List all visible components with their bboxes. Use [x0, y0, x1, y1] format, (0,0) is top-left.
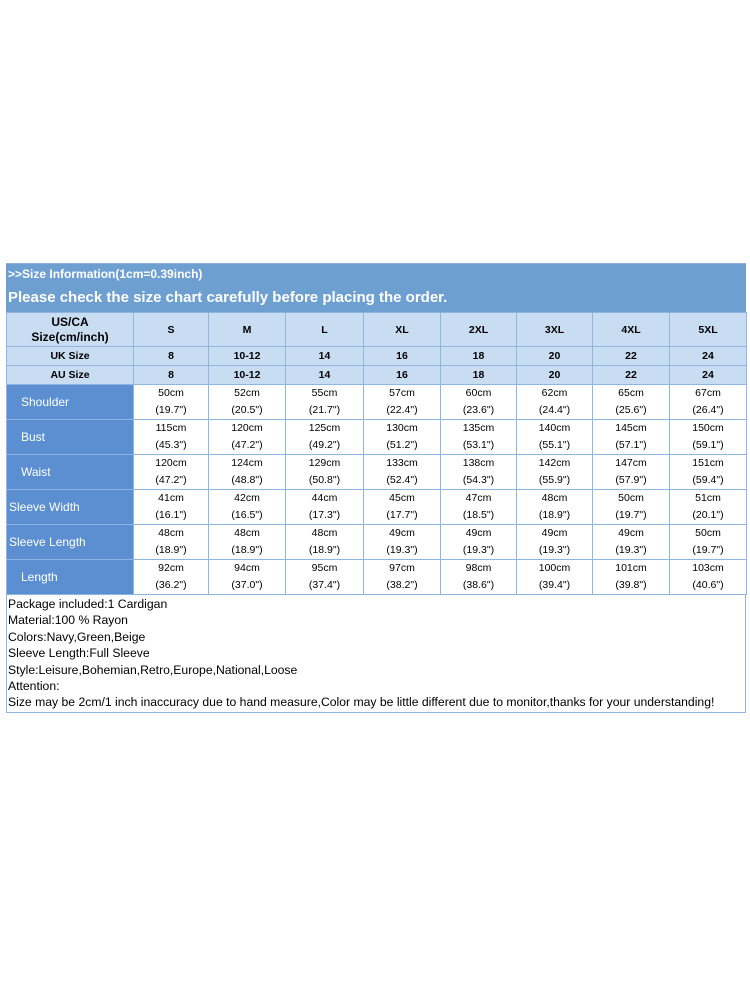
measurement-cell — [209, 525, 286, 560]
measurement-cell — [441, 420, 517, 455]
us-size-cell: M — [209, 313, 286, 347]
measurement-cell — [593, 560, 670, 595]
cm-value: 140cm — [538, 422, 571, 434]
measurement-cell — [517, 490, 593, 525]
measurement-cell — [286, 455, 364, 490]
inch-value: (21.7") — [308, 404, 341, 416]
au-size-cell: 10-12 — [209, 366, 286, 385]
inch-value: (39.8") — [615, 579, 647, 591]
inch-value: (45.3") — [155, 439, 187, 451]
cm-value: 67cm — [695, 387, 721, 399]
inch-value: (25.6") — [615, 404, 647, 416]
inch-value: (19.3") — [615, 544, 647, 556]
us-size-cell: 3XL — [517, 313, 593, 347]
au-size-cell: 24 — [670, 366, 747, 385]
cm-value: 50cm — [618, 492, 644, 504]
us-size-cell: 5XL — [670, 313, 747, 347]
us-size-cell: XL — [364, 313, 441, 347]
cm-value: 129cm — [308, 457, 341, 469]
inch-value: (53.1") — [462, 439, 495, 451]
inch-value: (39.4") — [538, 579, 571, 591]
cm-value: 94cm — [234, 562, 260, 574]
measurement-cell — [364, 490, 441, 525]
measurement-label: Bust — [7, 420, 134, 455]
measurement-cell — [364, 560, 441, 595]
cm-value: 133cm — [386, 457, 418, 469]
measurement-cell — [670, 490, 747, 525]
inch-value: (19.3") — [538, 544, 571, 556]
cm-value: 120cm — [155, 457, 187, 469]
cm-value: 92cm — [158, 562, 184, 574]
cm-value: 150cm — [692, 422, 724, 434]
measurement-cell — [286, 420, 364, 455]
measurement-row — [7, 455, 747, 490]
au-size-cell: 16 — [364, 366, 441, 385]
cm-value: 115cm — [155, 422, 187, 434]
cm-value: 97cm — [389, 562, 415, 574]
cm-value: 124cm — [231, 457, 263, 469]
measurement-cell — [517, 560, 593, 595]
inch-value: (47.2") — [155, 474, 187, 486]
au-size-cell: 20 — [517, 366, 593, 385]
inch-value: (18.5") — [462, 509, 495, 521]
cm-value: 125cm — [308, 422, 341, 434]
note-package: Package included:1 Cardigan — [8, 597, 168, 611]
measurement-cell — [670, 455, 747, 490]
measurement-cell — [441, 560, 517, 595]
inch-value: (37.4") — [308, 579, 341, 591]
cm-value: 130cm — [386, 422, 418, 434]
measurement-cell — [593, 420, 670, 455]
cm-value: 48cm — [158, 527, 184, 539]
us-size-cell: 4XL — [593, 313, 670, 347]
inch-value: (19.7") — [155, 404, 187, 416]
note-material: Material:100 % Rayon — [8, 613, 128, 628]
inch-value: (36.2") — [155, 579, 187, 591]
note-attention: Attention: — [8, 678, 60, 693]
cm-value: 57cm — [389, 387, 415, 399]
cm-value: 50cm — [158, 387, 184, 399]
inch-value: (38.6") — [462, 579, 495, 591]
au-size-cell: 8 — [134, 366, 209, 385]
measurement-label: Sleeve Length — [7, 525, 134, 560]
uk-size-cell: 22 — [593, 347, 670, 366]
measurement-cell — [286, 560, 364, 595]
inch-value: (18.9") — [155, 544, 187, 556]
cm-value: 51cm — [695, 492, 721, 504]
cm-value: 138cm — [462, 457, 495, 469]
inch-value: (19.3") — [386, 544, 418, 556]
uk-size-cell: 14 — [286, 347, 364, 366]
note-disclaimer: Size may be 2cm/1 inch inaccuracy due to hand measure,Color may be little different due to monitor,thanks for your understanding! — [8, 695, 715, 710]
measurement-cell — [670, 385, 747, 420]
measurement-cell — [670, 420, 747, 455]
cm-value: 95cm — [311, 562, 338, 574]
note-style: Style:Leisure,Bohemian,Retro,Europe,National,Loose — [8, 662, 298, 677]
size-table — [6, 312, 747, 595]
cm-value: 65cm — [618, 387, 644, 399]
inch-value: (49.2") — [308, 439, 341, 451]
au-size-cell: 18 — [441, 366, 517, 385]
measurement-cell — [670, 525, 747, 560]
inch-value: (47.2") — [231, 439, 263, 451]
measurement-cell — [134, 560, 209, 595]
measurement-cell — [209, 420, 286, 455]
inch-value: (16.1") — [155, 509, 187, 521]
measurement-label: Sleeve Width — [7, 490, 134, 525]
au-size-cell: 22 — [593, 366, 670, 385]
measurement-label: Length — [7, 560, 134, 595]
cm-value: 142cm — [538, 457, 571, 469]
inch-value: (48.8") — [231, 474, 263, 486]
measurement-cell — [209, 490, 286, 525]
cm-value: 49cm — [541, 527, 568, 539]
measurement-cell — [364, 420, 441, 455]
cm-value: 103cm — [692, 562, 724, 574]
uk-size-row — [7, 347, 747, 366]
inch-value: (23.6") — [462, 404, 495, 416]
inch-value: (59.4") — [692, 474, 724, 486]
inch-value: (19.3") — [462, 544, 495, 556]
measurement-cell — [593, 490, 670, 525]
measurement-cell — [517, 455, 593, 490]
measurement-cell — [441, 490, 517, 525]
measurement-cell — [286, 490, 364, 525]
note-colors: Colors:Navy,Green,Beige — [8, 629, 146, 644]
inch-value: (19.7") — [615, 509, 647, 521]
cm-value: 47cm — [465, 492, 492, 504]
cm-value: 151cm — [692, 457, 724, 469]
inch-value: (22.4") — [386, 404, 418, 416]
cm-value: 120cm — [231, 422, 263, 434]
cm-value: 48cm — [541, 492, 568, 504]
au-size-row — [7, 366, 747, 385]
cm-value: 60cm — [465, 387, 492, 399]
product-notes — [6, 595, 746, 713]
measurement-cell — [593, 525, 670, 560]
us-size-row — [7, 313, 747, 347]
uk-size-cell: 10-12 — [209, 347, 286, 366]
measurement-cell — [286, 385, 364, 420]
uk-size-cell: 24 — [670, 347, 747, 366]
inch-value: (17.3") — [308, 509, 341, 521]
inch-value: (18.9") — [538, 509, 571, 521]
measurement-cell — [134, 420, 209, 455]
cm-value: 44cm — [311, 492, 338, 504]
us-size-cell: 2XL — [441, 313, 517, 347]
cm-value: 135cm — [462, 422, 495, 434]
measurement-rows — [7, 385, 747, 595]
inch-value: (18.9") — [231, 544, 263, 556]
measurement-row — [7, 490, 747, 525]
uk-size-cell: 8 — [134, 347, 209, 366]
us-ca-label-line1: US/CA — [51, 314, 89, 329]
measurement-cell — [209, 385, 286, 420]
measurement-row — [7, 385, 747, 420]
uk-size-cell: 20 — [517, 347, 593, 366]
measurement-cell — [134, 455, 209, 490]
measurement-row — [7, 560, 747, 595]
cm-value: 55cm — [311, 387, 338, 399]
cm-value: 98cm — [465, 562, 492, 574]
cm-value: 101cm — [615, 562, 647, 574]
cm-value: 49cm — [618, 527, 644, 539]
au-size-label: AU Size — [7, 366, 134, 385]
measurement-label: Shoulder — [7, 385, 134, 420]
us-size-cell: S — [134, 313, 209, 347]
measurement-cell — [441, 525, 517, 560]
measurement-cell — [670, 560, 747, 595]
cm-value: 62cm — [541, 387, 568, 399]
inch-value: (55.1") — [538, 439, 571, 451]
size-notice-header: Please check the size chart carefully before placing the order. — [6, 283, 746, 312]
measurement-cell — [134, 525, 209, 560]
us-size-cell: L — [286, 313, 364, 347]
cm-value: 41cm — [158, 492, 184, 504]
measurement-cell — [134, 490, 209, 525]
inch-value: (20.1") — [692, 509, 724, 521]
inch-value: (26.4") — [692, 404, 724, 416]
measurement-cell — [517, 525, 593, 560]
note-sleeve-length: Sleeve Length:Full Sleeve — [8, 646, 150, 661]
inch-value: (19.7") — [692, 544, 724, 556]
measurement-cell — [364, 455, 441, 490]
measurement-row — [7, 420, 747, 455]
au-size-cell: 14 — [286, 366, 364, 385]
cm-value: 49cm — [389, 527, 415, 539]
uk-size-cell: 18 — [441, 347, 517, 366]
measurement-label: Waist — [7, 455, 134, 490]
us-ca-label — [7, 313, 134, 347]
cm-value: 52cm — [234, 387, 260, 399]
measurement-cell — [441, 455, 517, 490]
inch-value: (20.5") — [231, 404, 263, 416]
inch-value: (38.2") — [386, 579, 418, 591]
measurement-row — [7, 525, 747, 560]
measurement-cell — [441, 385, 517, 420]
inch-value: (16.5") — [231, 509, 263, 521]
cm-value: 145cm — [615, 422, 647, 434]
cm-value: 48cm — [234, 527, 260, 539]
inch-value: (51.2") — [386, 439, 418, 451]
cm-value: 45cm — [389, 492, 415, 504]
size-chart — [6, 263, 746, 713]
cm-value: 49cm — [465, 527, 492, 539]
size-info-header: >>Size Information(1cm=0.39inch) — [6, 263, 746, 283]
inch-value: (57.9") — [615, 474, 647, 486]
measurement-cell — [209, 455, 286, 490]
measurement-cell — [209, 560, 286, 595]
inch-value: (52.4") — [386, 474, 418, 486]
inch-value: (40.6") — [692, 579, 724, 591]
measurement-cell — [517, 385, 593, 420]
measurement-cell — [364, 385, 441, 420]
inch-value: (54.3") — [462, 474, 495, 486]
cm-value: 100cm — [538, 562, 571, 574]
cm-value: 42cm — [234, 492, 260, 504]
measurement-cell — [134, 385, 209, 420]
cm-value: 147cm — [615, 457, 647, 469]
measurement-cell — [517, 420, 593, 455]
uk-size-label: UK Size — [7, 347, 134, 366]
measurement-cell — [593, 455, 670, 490]
measurement-cell — [593, 385, 670, 420]
inch-value: (55.9") — [538, 474, 571, 486]
uk-size-cell: 16 — [364, 347, 441, 366]
inch-value: (50.8") — [308, 474, 341, 486]
measurement-cell — [364, 525, 441, 560]
inch-value: (24.4") — [538, 404, 571, 416]
measurement-cell — [286, 525, 364, 560]
inch-value: (37.0") — [231, 579, 263, 591]
inch-value: (17.7") — [386, 509, 418, 521]
us-ca-label-line2: Size(cm/inch) — [31, 329, 109, 344]
inch-value: (57.1") — [615, 439, 647, 451]
cm-value: 48cm — [311, 527, 338, 539]
inch-value: (18.9") — [308, 544, 341, 556]
cm-value: 50cm — [695, 527, 721, 539]
inch-value: (59.1") — [692, 439, 724, 451]
